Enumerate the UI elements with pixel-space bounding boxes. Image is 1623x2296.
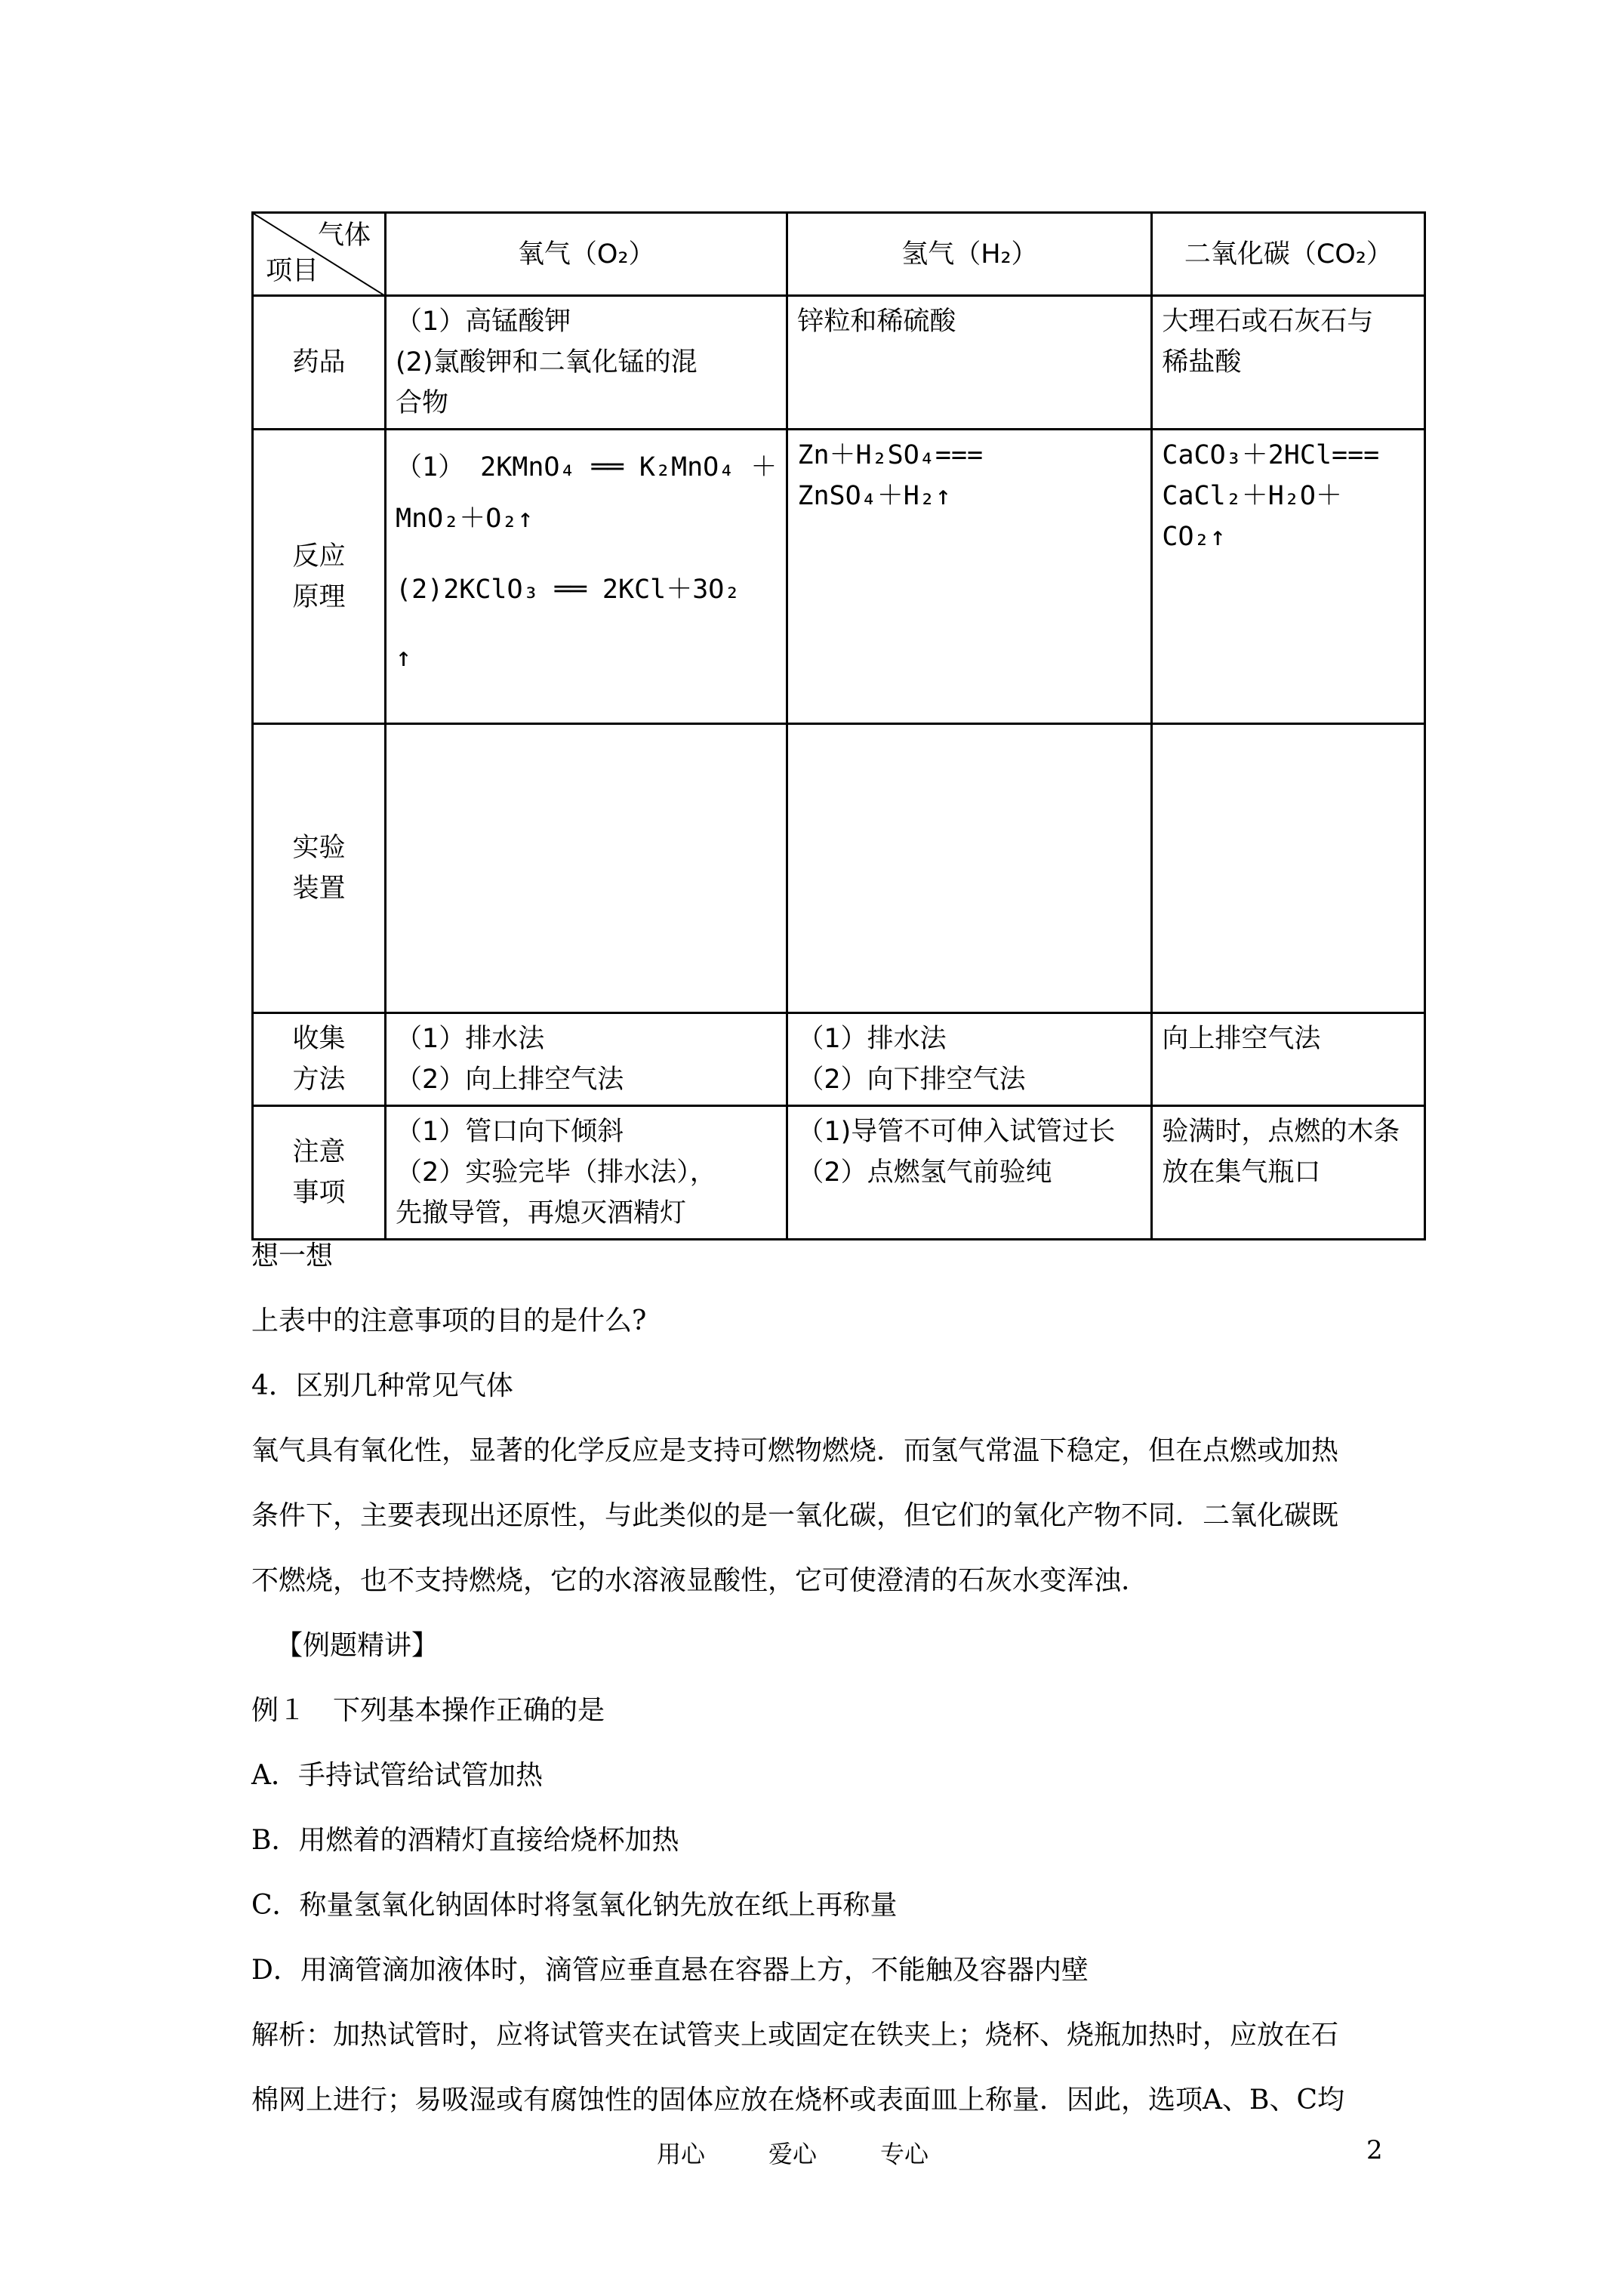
cell-line: （1）排水法 <box>396 1024 545 1054</box>
cell-line: 先撤导管，再熄灭酒精灯 <box>396 1198 687 1228</box>
table-cell-empty <box>1152 724 1425 1013</box>
cell-line: 稀盐酸 <box>1162 347 1242 378</box>
row-header-reagents <box>253 296 386 430</box>
row-header-line: 事项 <box>292 1178 346 1208</box>
row-header-line: 药品 <box>292 347 346 378</box>
column-header-oxygen: 氧气（O₂） <box>386 213 787 296</box>
table-cell-empty <box>386 724 787 1013</box>
table-cell <box>787 1013 1152 1106</box>
analysis-line: 解析：加热试管时，应将试管夹在试管夹上或固定在铁夹上；烧杯、烧瓶加热时，应放在石 <box>251 2020 1339 2051</box>
table-cell <box>386 296 787 430</box>
option-d: D．用滴管滴加液体时，滴管应垂直悬在容器上方，不能触及容器内壁 <box>251 1955 1089 1986</box>
cell-line: Zn＋H₂SO₄=== <box>797 440 984 470</box>
table-cell <box>1152 1013 1425 1106</box>
page-number: 2 <box>1366 2135 1383 2165</box>
cell-line: ↑ <box>396 643 412 673</box>
cell-line: （2）向上排空气法 <box>396 1065 624 1095</box>
table-cell <box>1152 430 1425 724</box>
row-header-apparatus <box>253 724 386 1013</box>
cell-line: CaCl₂＋H₂O＋ <box>1162 481 1342 511</box>
table-row-apparatus <box>253 724 1425 1013</box>
table-cell <box>787 430 1152 724</box>
row-header-line: 收集 <box>292 1024 346 1054</box>
table-row-collection <box>253 1013 1425 1106</box>
table-row-reagents <box>253 296 1425 430</box>
column-header-hydrogen: 氢气（H₂） <box>787 213 1152 296</box>
analysis-line: 棉网上进行；易吸湿或有腐蚀性的固体应放在烧杯或表面皿上称量．因此，选项A、B、C均 <box>251 2085 1344 2116</box>
row-header-line: 原理 <box>292 581 346 612</box>
cell-line: （1)导管不可伸入试管过长 <box>797 1117 1116 1147</box>
corner-bottom-label: 项目 <box>266 256 319 286</box>
paragraph-line: 条件下，主要表现出还原性，与此类似的是一氧化碳，但它们的氧化产物不同．二氧化碳既 <box>251 1500 1339 1531</box>
cell-line: （1）排水法 <box>797 1024 947 1054</box>
section-label-think: 想一想 <box>251 1240 334 1271</box>
option-b: B．用燃着的酒精灯直接给烧杯加热 <box>251 1825 679 1856</box>
row-header-line: 方法 <box>292 1065 346 1095</box>
corner-top-label: 气体 <box>317 220 371 251</box>
row-header-line: 装置 <box>292 874 346 904</box>
cell-line: （1） 2KMnO₄ ══ K₂MnO₄ ＋ <box>396 452 778 482</box>
cell-line: 验满时，点燃的木条 <box>1162 1117 1400 1147</box>
table-cell <box>386 1106 787 1240</box>
cell-line: CO₂↑ <box>1162 522 1226 552</box>
row-header-reaction <box>253 430 386 724</box>
cell-line: MnO₂＋O₂↑ <box>396 504 534 534</box>
cell-line: CaCO₃＋2HCl=== <box>1162 440 1380 470</box>
option-c: C．称量氢氧化钠固体时将氢氧化钠先放在纸上再称量 <box>251 1890 898 1921</box>
table-cell-empty <box>787 724 1152 1013</box>
footer-item: 用心 <box>657 2140 706 2168</box>
table-cell <box>386 430 787 724</box>
footer-item: 爱心 <box>768 2140 818 2168</box>
table-row-reaction <box>253 430 1425 724</box>
cell-line: （2）向下排空气法 <box>797 1065 1026 1095</box>
section-heading: 4．区别几种常见气体 <box>251 1370 513 1401</box>
table-cell <box>386 1013 787 1106</box>
table-cell <box>787 296 1152 430</box>
row-header-collection <box>253 1013 386 1106</box>
table-corner-cell <box>253 213 386 296</box>
row-header-line: 实验 <box>292 833 346 863</box>
cell-line: (2)2KClO₃ ══ 2KCl＋3O₂ <box>396 575 741 605</box>
example-question: 例１ 下列基本操作正确的是 <box>251 1695 605 1726</box>
cell-line: 锌粒和稀硫酸 <box>797 307 956 337</box>
footer-item: 专心 <box>880 2140 929 2168</box>
table-cell <box>1152 1106 1425 1240</box>
cell-line: ZnSO₄＋H₂↑ <box>797 481 951 511</box>
table-cell <box>787 1106 1152 1240</box>
row-header-notes <box>253 1106 386 1240</box>
cell-line: （2）点燃氢气前验纯 <box>797 1157 1052 1188</box>
cell-line: 合物 <box>396 388 449 418</box>
cell-line: (2)氯酸钾和二氧化锰的混 <box>396 347 698 378</box>
paragraph-line: 氧气具有氧化性，显著的化学反应是支持可燃物燃烧．而氢气常温下稳定，但在点燃或加热 <box>251 1435 1339 1466</box>
gas-comparison-table <box>251 211 1426 1240</box>
section-heading-examples: 【例题精讲】 <box>276 1630 439 1661</box>
cell-line: 大理石或石灰石与 <box>1162 307 1374 337</box>
cell-line: （1）高锰酸钾 <box>396 307 571 337</box>
paragraph-line: 不燃烧，也不支持燃烧，它的水溶液显酸性，它可使澄清的石灰水变浑浊. <box>251 1565 1130 1596</box>
option-a: A．手持试管给试管加热 <box>251 1760 543 1791</box>
table-cell <box>1152 296 1425 430</box>
cell-line: 放在集气瓶口 <box>1162 1157 1321 1188</box>
column-header-carbon-dioxide: 二氧化碳（CO₂） <box>1152 213 1425 296</box>
question-line: 上表中的注意事项的目的是什么? <box>251 1305 647 1336</box>
table-header-row <box>253 213 1425 296</box>
row-header-line: 注意 <box>292 1137 346 1167</box>
cell-line: （1）管口向下倾斜 <box>396 1117 624 1147</box>
row-header-line: 反应 <box>292 541 346 572</box>
table-row-notes <box>253 1106 1425 1240</box>
cell-line: （2）实验完毕（排水法）， <box>396 1157 716 1188</box>
cell-line: 向上排空气法 <box>1162 1024 1321 1054</box>
